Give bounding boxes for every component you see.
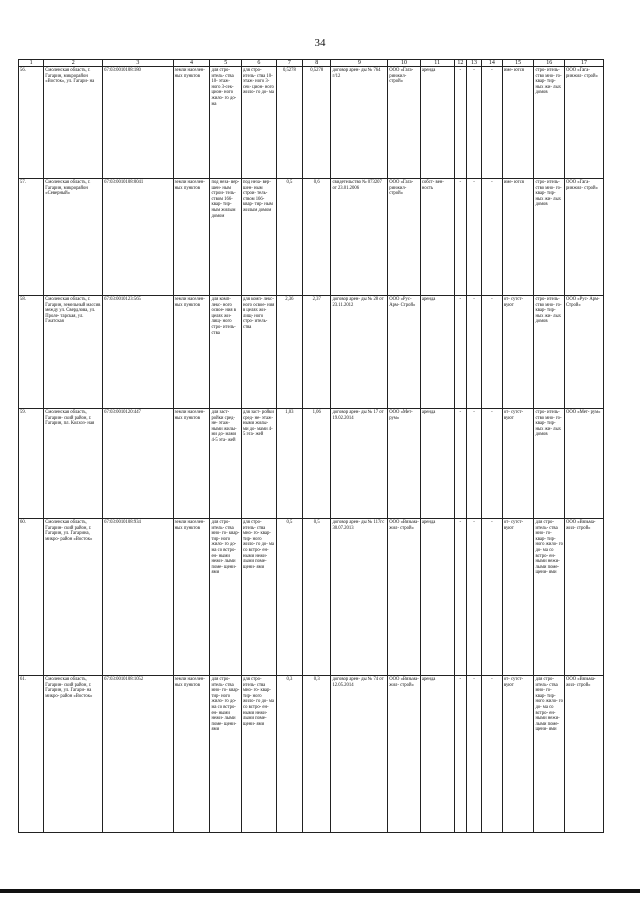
row-number: 58. — [19, 296, 44, 409]
cadastral-number-cell: 67:03:0010120:447 — [103, 409, 173, 519]
right-type-cell: аренда — [420, 296, 454, 409]
right-type-cell: аренда — [420, 409, 454, 519]
dash-cell: - — [481, 676, 502, 833]
area-cell: 1,06 — [303, 409, 331, 519]
area-cell: 0,5 — [276, 179, 302, 296]
dash-cell: - — [481, 519, 502, 676]
column-number: 16 — [534, 60, 565, 67]
document-cell: свидетельство № 073207 от 23.01.2006 — [331, 179, 388, 296]
table-row — [19, 409, 604, 519]
area-cell: 2,36 — [276, 296, 302, 409]
dash-cell: - — [467, 676, 482, 833]
dash-cell: - — [481, 296, 502, 409]
right-type-cell: аренда — [420, 67, 454, 179]
column-number: 14 — [481, 60, 502, 67]
developer-cell: ООО «Мет- рум» — [564, 409, 603, 519]
cadastral-number-cell: 67:03:0010108:934 — [103, 519, 173, 676]
address-cell: Смоленская область, Гагарин- ский район, г. Гагарин, пл. Колхоз- ная — [44, 409, 103, 519]
document-cell: договор арен- ды № 117гс 30.07.2013 — [331, 519, 388, 676]
cadastral-number-cell: 67:03:0010123:565 — [103, 296, 173, 409]
dash-cell: - — [467, 519, 482, 676]
right-type-cell: аренда — [420, 519, 454, 676]
row-number: 57. — [19, 179, 44, 296]
dash-cell: - — [467, 179, 482, 296]
cadastral-number-cell: 67:03:0010108:0041 — [103, 179, 173, 296]
purpose-cell: стро- итель- ство мно- го- квар- тир- ных жи- лых домов — [534, 179, 565, 296]
actual-use-cell: для стро- итель- ства мно- го- квар- тир- ного жило- го до- ма со встро- ен- ными нежи- лыми поме- щени- ями — [242, 519, 277, 676]
address-cell: Смоленская область, Гагарин- ский район, г. Гагарин, ул. Гагари- на микро- район «Восток» — [44, 676, 103, 833]
row-number: 59. — [19, 409, 44, 519]
dash-cell: - — [481, 179, 502, 296]
column-number: 5 — [210, 60, 242, 67]
permitted-use-cell: для комп- лекс- ного освое- ния в целях жи- лищ- ного стро- итель- ства — [210, 296, 242, 409]
dash-cell: - — [454, 296, 467, 409]
holder-cell: ООО «Мет- рум» — [388, 409, 421, 519]
right-type-cell: аренда — [420, 676, 454, 833]
holder-cell: ООО «Гага- ринжил- строй» — [388, 67, 421, 179]
actual-use-cell: под неза- вер- шен- ным строи- тель- ством 166- квар- тир- ным жилым домом — [242, 179, 277, 296]
document-cell: договор арен- ды № 764 г/12 — [331, 67, 388, 179]
holder-cell: ООО «Гага- ринжил- строй» — [388, 179, 421, 296]
table-row — [19, 67, 604, 179]
permitted-use-cell: для стро- итель- ства 10- этаж- ного 3-сек- цион- ного жило- го до- ма — [210, 67, 242, 179]
actual-use-cell: для заст- ройки сред- не- этаж- ными жилы- ми до- мами 4-5 эта- жей — [242, 409, 277, 519]
area-cell: 0,5 — [303, 519, 331, 676]
table-row — [19, 676, 604, 833]
permitted-use-cell: для стро- итель- ства мно- го- квар- тир- ного жило- го до- ма со встро- ен- ными нежи- лыми поме- щени- ями — [210, 676, 242, 833]
row-number: 61. — [19, 676, 44, 833]
table-row — [19, 179, 604, 296]
developer-cell: ООО «Вязьма- жил- строй» — [564, 519, 603, 676]
dash-cell: - — [454, 67, 467, 179]
holder-cell: ООО «Вязьма- жил- строй» — [388, 676, 421, 833]
purpose-cell: стро- итель- ство мно- го- квар- тир- ных жи- лых домов — [534, 409, 565, 519]
document-cell: договор арен- ды № 74 от 12.05.2014 — [331, 676, 388, 833]
area-cell: 0,5 — [276, 519, 302, 676]
dash-cell: - — [454, 519, 467, 676]
column-number: 1 — [19, 60, 44, 67]
land-category-cell: земли населен- ных пунктов — [173, 676, 210, 833]
column-number: 12 — [454, 60, 467, 67]
actual-use-cell: для комп- лекс- ного освое- ния в целях жи- лищ- ного стро- итель- ства — [242, 296, 277, 409]
dash-cell: - — [467, 296, 482, 409]
holder-cell: ООО «Рус- Арм- Строй» — [388, 296, 421, 409]
address-cell: Смоленская область, Гагарин- ский район, г. Гагарин, ул. Гагарина, микро- район «Восток» — [44, 519, 103, 676]
area-cell: 2,37 — [303, 296, 331, 409]
dash-cell: - — [467, 409, 482, 519]
area-cell: 0,5278 — [276, 67, 302, 179]
holder-cell: ООО «Вязьма- жил- строй» — [388, 519, 421, 676]
address-cell: Смоленская область, г. Гагарин, микрорайон «Восток», ул. Гагари- на — [44, 67, 103, 179]
column-number: 10 — [388, 60, 421, 67]
row-number: 56. — [19, 67, 44, 179]
land-category-cell: земли населен- ных пунктов — [173, 179, 210, 296]
permitted-use-cell: под неза- вер- шен- ным строи- тель- ством 166- квар- тир- ным жилым домом — [210, 179, 242, 296]
purpose-cell: для стро- итель- ства мно- го- квар- тир- ного жило- го до- ма со встро- ен- ными нежи- лыми поме- щени- ями — [534, 519, 565, 676]
column-number: 8 — [303, 60, 331, 67]
actual-use-cell: для стро- итель- ства 10- этаж- ного 3-сек- цион- ного жило- го до- ма — [242, 67, 277, 179]
area-cell: 1,03 — [276, 409, 302, 519]
document-cell: договор арен- ды № 28 от 23.11.2012 — [331, 296, 388, 409]
scan-bottom-edge — [0, 889, 640, 893]
land-category-cell: земли населен- ных пунктов — [173, 519, 210, 676]
column-number: 2 — [44, 60, 103, 67]
area-cell: 0,6 — [303, 179, 331, 296]
encumbrance-cell: име- ются — [502, 179, 534, 296]
column-number: 9 — [331, 60, 388, 67]
permitted-use-cell: для стро- итель- ства мно- го- квар- тир- ного жило- го до- ма со встро- ен- ными нежи- лыми поме- щени- ями — [210, 519, 242, 676]
dash-cell: - — [467, 67, 482, 179]
table-row — [19, 519, 604, 676]
developer-cell: ООО «Рус- Арм- Строй» — [564, 296, 603, 409]
area-cell: 0,3 — [303, 676, 331, 833]
column-number: 15 — [502, 60, 534, 67]
encumbrance-cell: от- сутст- вуют — [502, 676, 534, 833]
page-number: 34 — [314, 37, 326, 49]
column-number: 6 — [242, 60, 277, 67]
row-number: 60. — [19, 519, 44, 676]
address-cell: Смоленская область, г. Гагарин, микрорайон «Северный» — [44, 179, 103, 296]
land-category-cell: земли населен- ных пунктов — [173, 409, 210, 519]
developer-cell: ООО «Гага- ринжил- строй» — [564, 67, 603, 179]
dash-cell: - — [481, 67, 502, 179]
developer-cell: ООО «Гага- ринжил- строй» — [564, 179, 603, 296]
actual-use-cell: для стро- итель- ства мно- го- квар- тир- ного жило- го до- ма со встро- ен- ными нежи- лыми поме- щени- ями — [242, 676, 277, 833]
cadastral-number-cell: 67:03:0010108:180 — [103, 67, 173, 179]
purpose-cell: для стро- итель- ства мно- го- квар- тир- ного жило- го до- ма со встро- ен- ными нежи- лыми поме- щени- ями — [534, 676, 565, 833]
purpose-cell: стро- итель- ство мно- го- квар- тир- ных жи- лых домов — [534, 67, 565, 179]
land-category-cell: земли населен- ных пунктов — [173, 67, 210, 179]
land-plots-table — [18, 59, 604, 833]
land-category-cell: земли населен- ных пунктов — [173, 296, 210, 409]
column-number: 17 — [564, 60, 603, 67]
permitted-use-cell: для заст- ройки сред- не- этаж- ными жилы- ми до- мами 4-5 эта- жей — [210, 409, 242, 519]
encumbrance-cell: от- сутст- вуют — [502, 296, 534, 409]
dash-cell: - — [481, 409, 502, 519]
column-number: 7 — [276, 60, 302, 67]
encumbrance-cell: от- сутст- вуют — [502, 409, 534, 519]
column-number-row — [19, 60, 604, 67]
table-row — [19, 296, 604, 409]
dash-cell: - — [454, 409, 467, 519]
column-number: 4 — [173, 60, 210, 67]
column-number: 3 — [103, 60, 173, 67]
encumbrance-cell: от- сутст- вуют — [502, 519, 534, 676]
document-cell: договор арен- ды № 17 от 19.02.2014 — [331, 409, 388, 519]
cadastral-number-cell: 67:03:0010108:1052 — [103, 676, 173, 833]
encumbrance-cell: име- ются — [502, 67, 534, 179]
address-cell: Смоленская область, г. Гагарин, земельный массив между ул. Свердлова, ул. Проле- тарская, ул. Гжатская — [44, 296, 103, 409]
right-type-cell: собст- вен- ность — [420, 179, 454, 296]
column-number: 11 — [420, 60, 454, 67]
developer-cell: ООО «Вязьма- жил- строй» — [564, 676, 603, 833]
column-number: 13 — [467, 60, 482, 67]
dash-cell: - — [454, 179, 467, 296]
area-cell: 0,3 — [276, 676, 302, 833]
purpose-cell: стро- итель- ство мно- го- квар- тир- ных жи- лых домов — [534, 296, 565, 409]
area-cell: 0,5278 — [303, 67, 331, 179]
dash-cell: - — [454, 676, 467, 833]
